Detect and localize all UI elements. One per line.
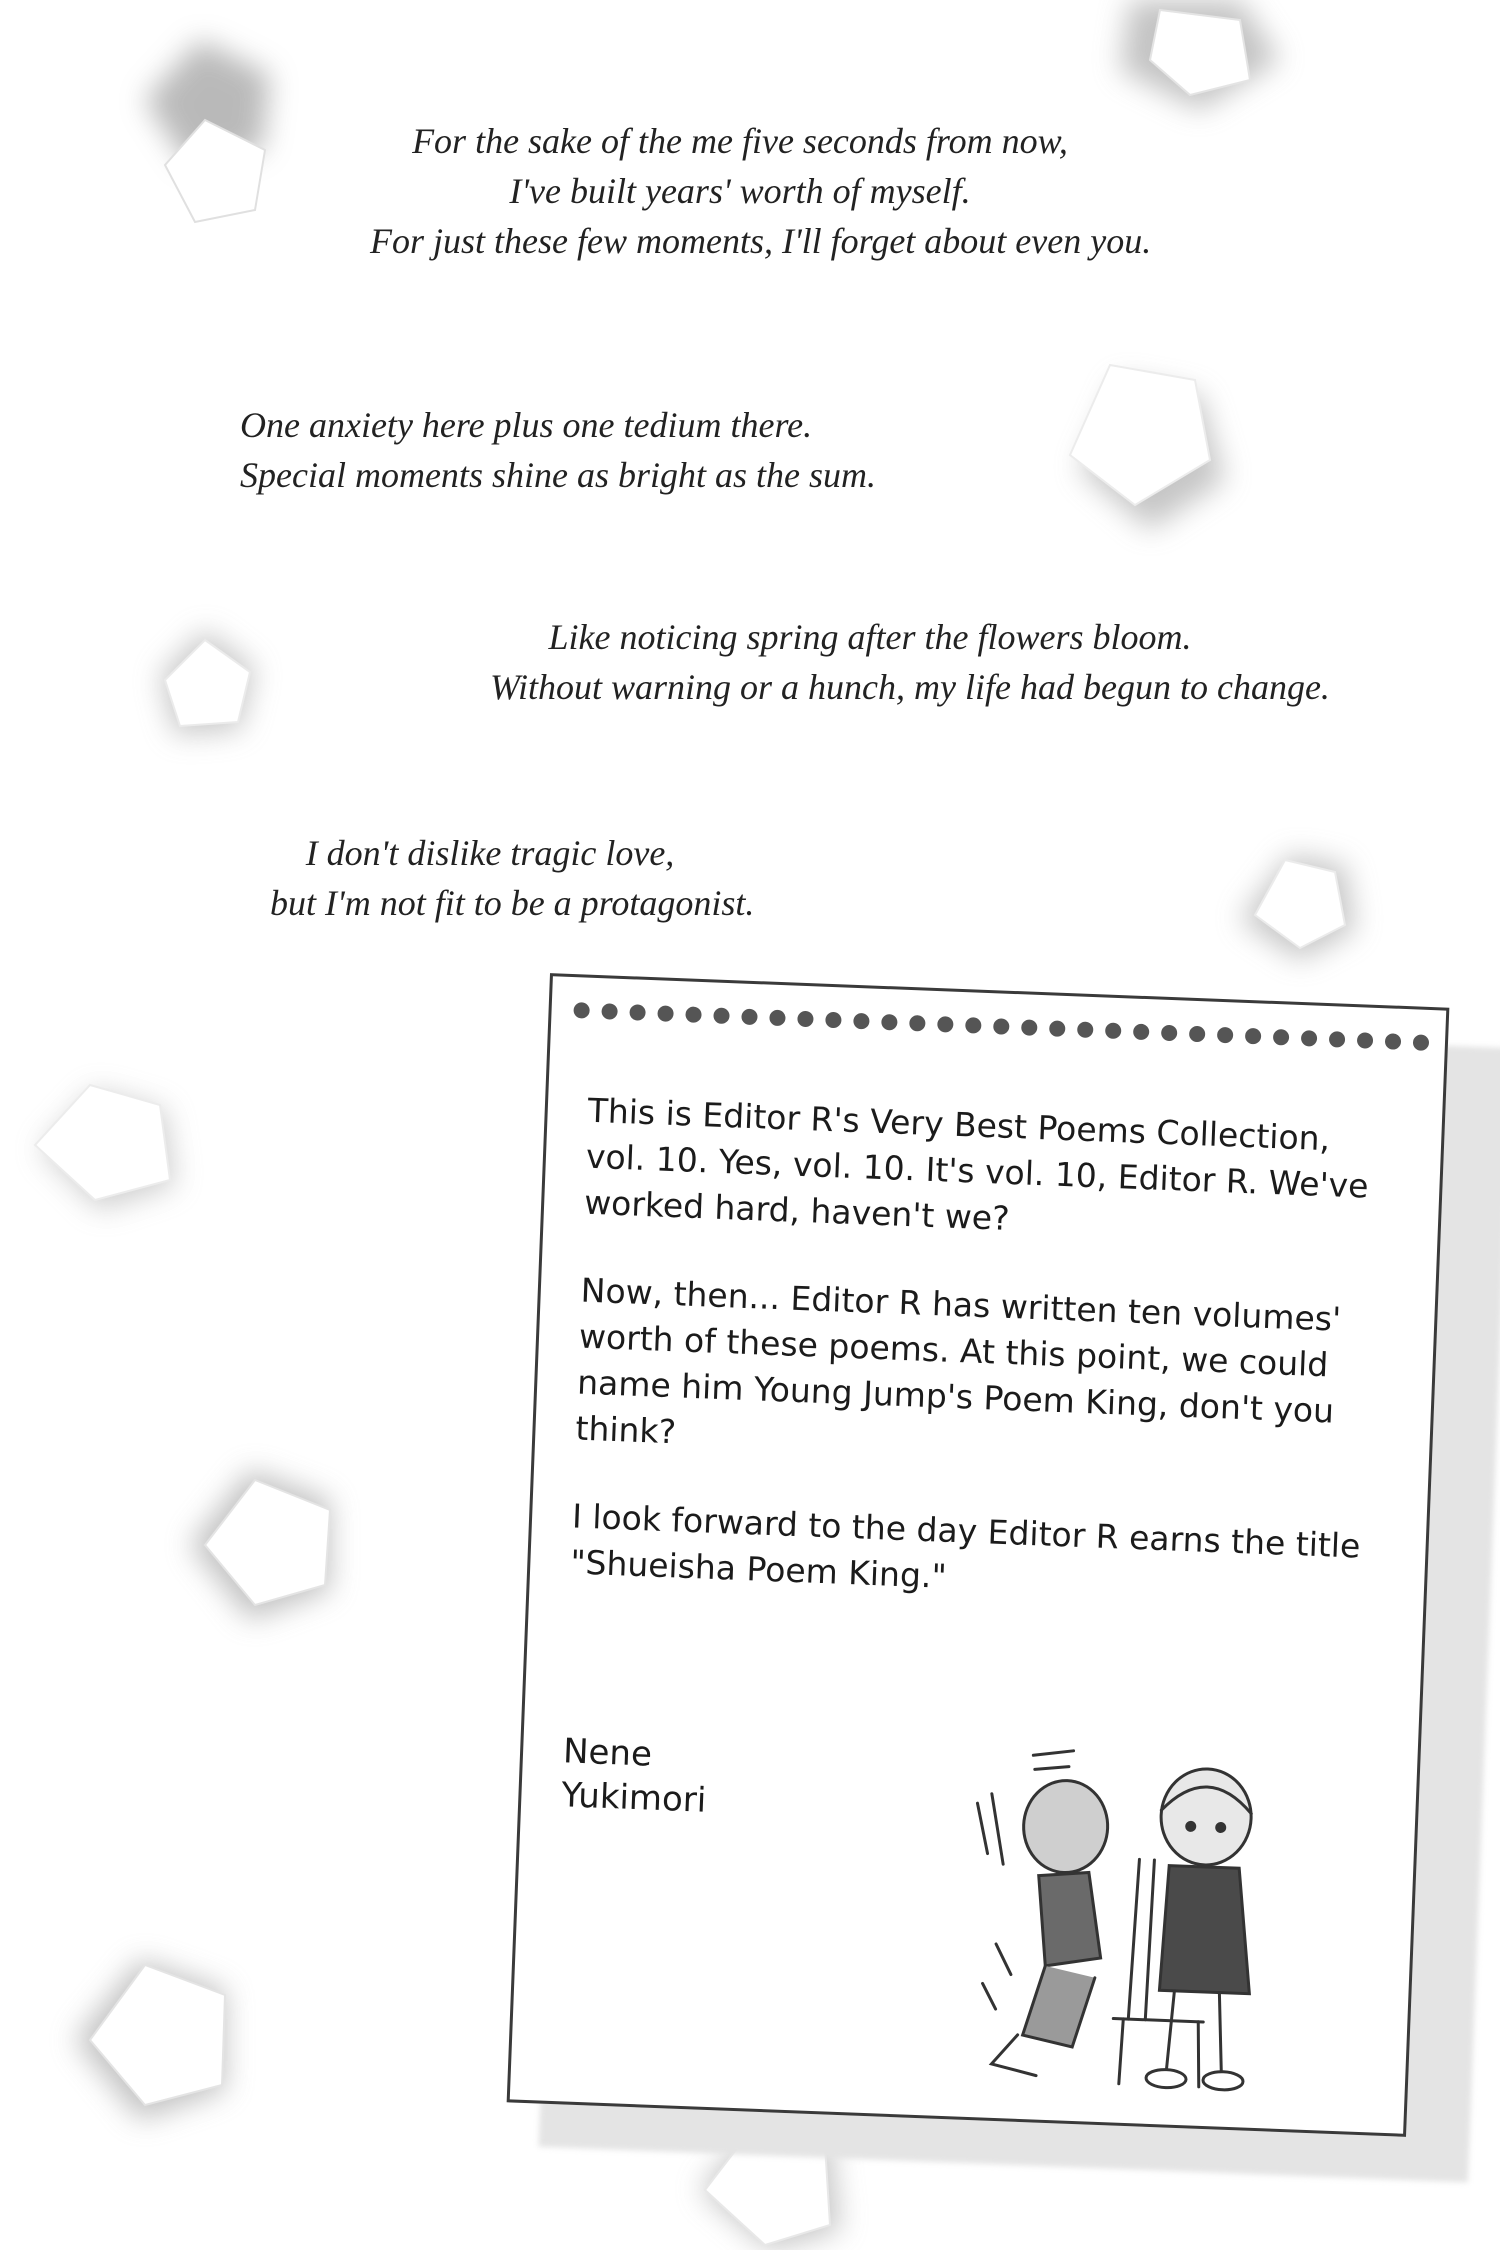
verse-line: I've built years' worth of myself. (509, 171, 971, 211)
pentagon-shape (1070, 365, 1225, 530)
verse-line: Without warning or a hunch, my life had begun to change. (490, 667, 1330, 707)
signature-first-name: Nene (562, 1731, 653, 1775)
pentagon-shape (75, 1960, 225, 2120)
note-paragraph: Now, then... Editor R has written ten volumes' worth of these poems. At this point, we could name him Young Jump's Poem King, don't you think? (574, 1270, 1342, 1452)
pentagon-shape (35, 1085, 175, 1210)
verse-line: One anxiety here plus one tedium there. (240, 405, 813, 445)
spiral-binding-holes (571, 995, 1432, 1058)
verse-block (270, 828, 755, 928)
verse-line: but I'm not fit to be a protagonist. (270, 883, 755, 923)
chibi-characters-illustration (960, 1733, 1294, 2115)
note-paragraph: This is Editor R's Very Best Poems Collection, vol. 10. Yes, vol. 10. It's vol. 10, Editor R. We've worked hard, haven't we? (583, 1090, 1370, 1238)
note-paragraph: I look forward to the day Editor R earns the title "Shueisha Poem King." (569, 1496, 1362, 1596)
author-signature (561, 1729, 764, 1825)
author-note (507, 973, 1450, 2137)
verse-line: Like noticing spring after the flowers bloom. (548, 617, 1192, 657)
verse-line: I don't dislike tragic love, (305, 833, 675, 873)
pentagon-shape (145, 40, 270, 222)
verse-line: For the sake of the me five seconds from now, (412, 121, 1068, 161)
signature-last-name: Yukimori (560, 1775, 708, 1821)
verse-block (240, 400, 876, 500)
pentagon-shape (160, 630, 255, 735)
verse-block (370, 116, 1152, 266)
pentagon-shape (1240, 855, 1355, 960)
pentagon-shape (190, 1470, 330, 1620)
verse-line: For just these few moments, I'll forget about even you. (370, 221, 1152, 261)
verse-block (490, 612, 1330, 712)
verse-line: Special moments shine as bright as the sum. (240, 455, 876, 495)
note-text (568, 1088, 1388, 1658)
pentagon-shape (1120, 0, 1280, 110)
